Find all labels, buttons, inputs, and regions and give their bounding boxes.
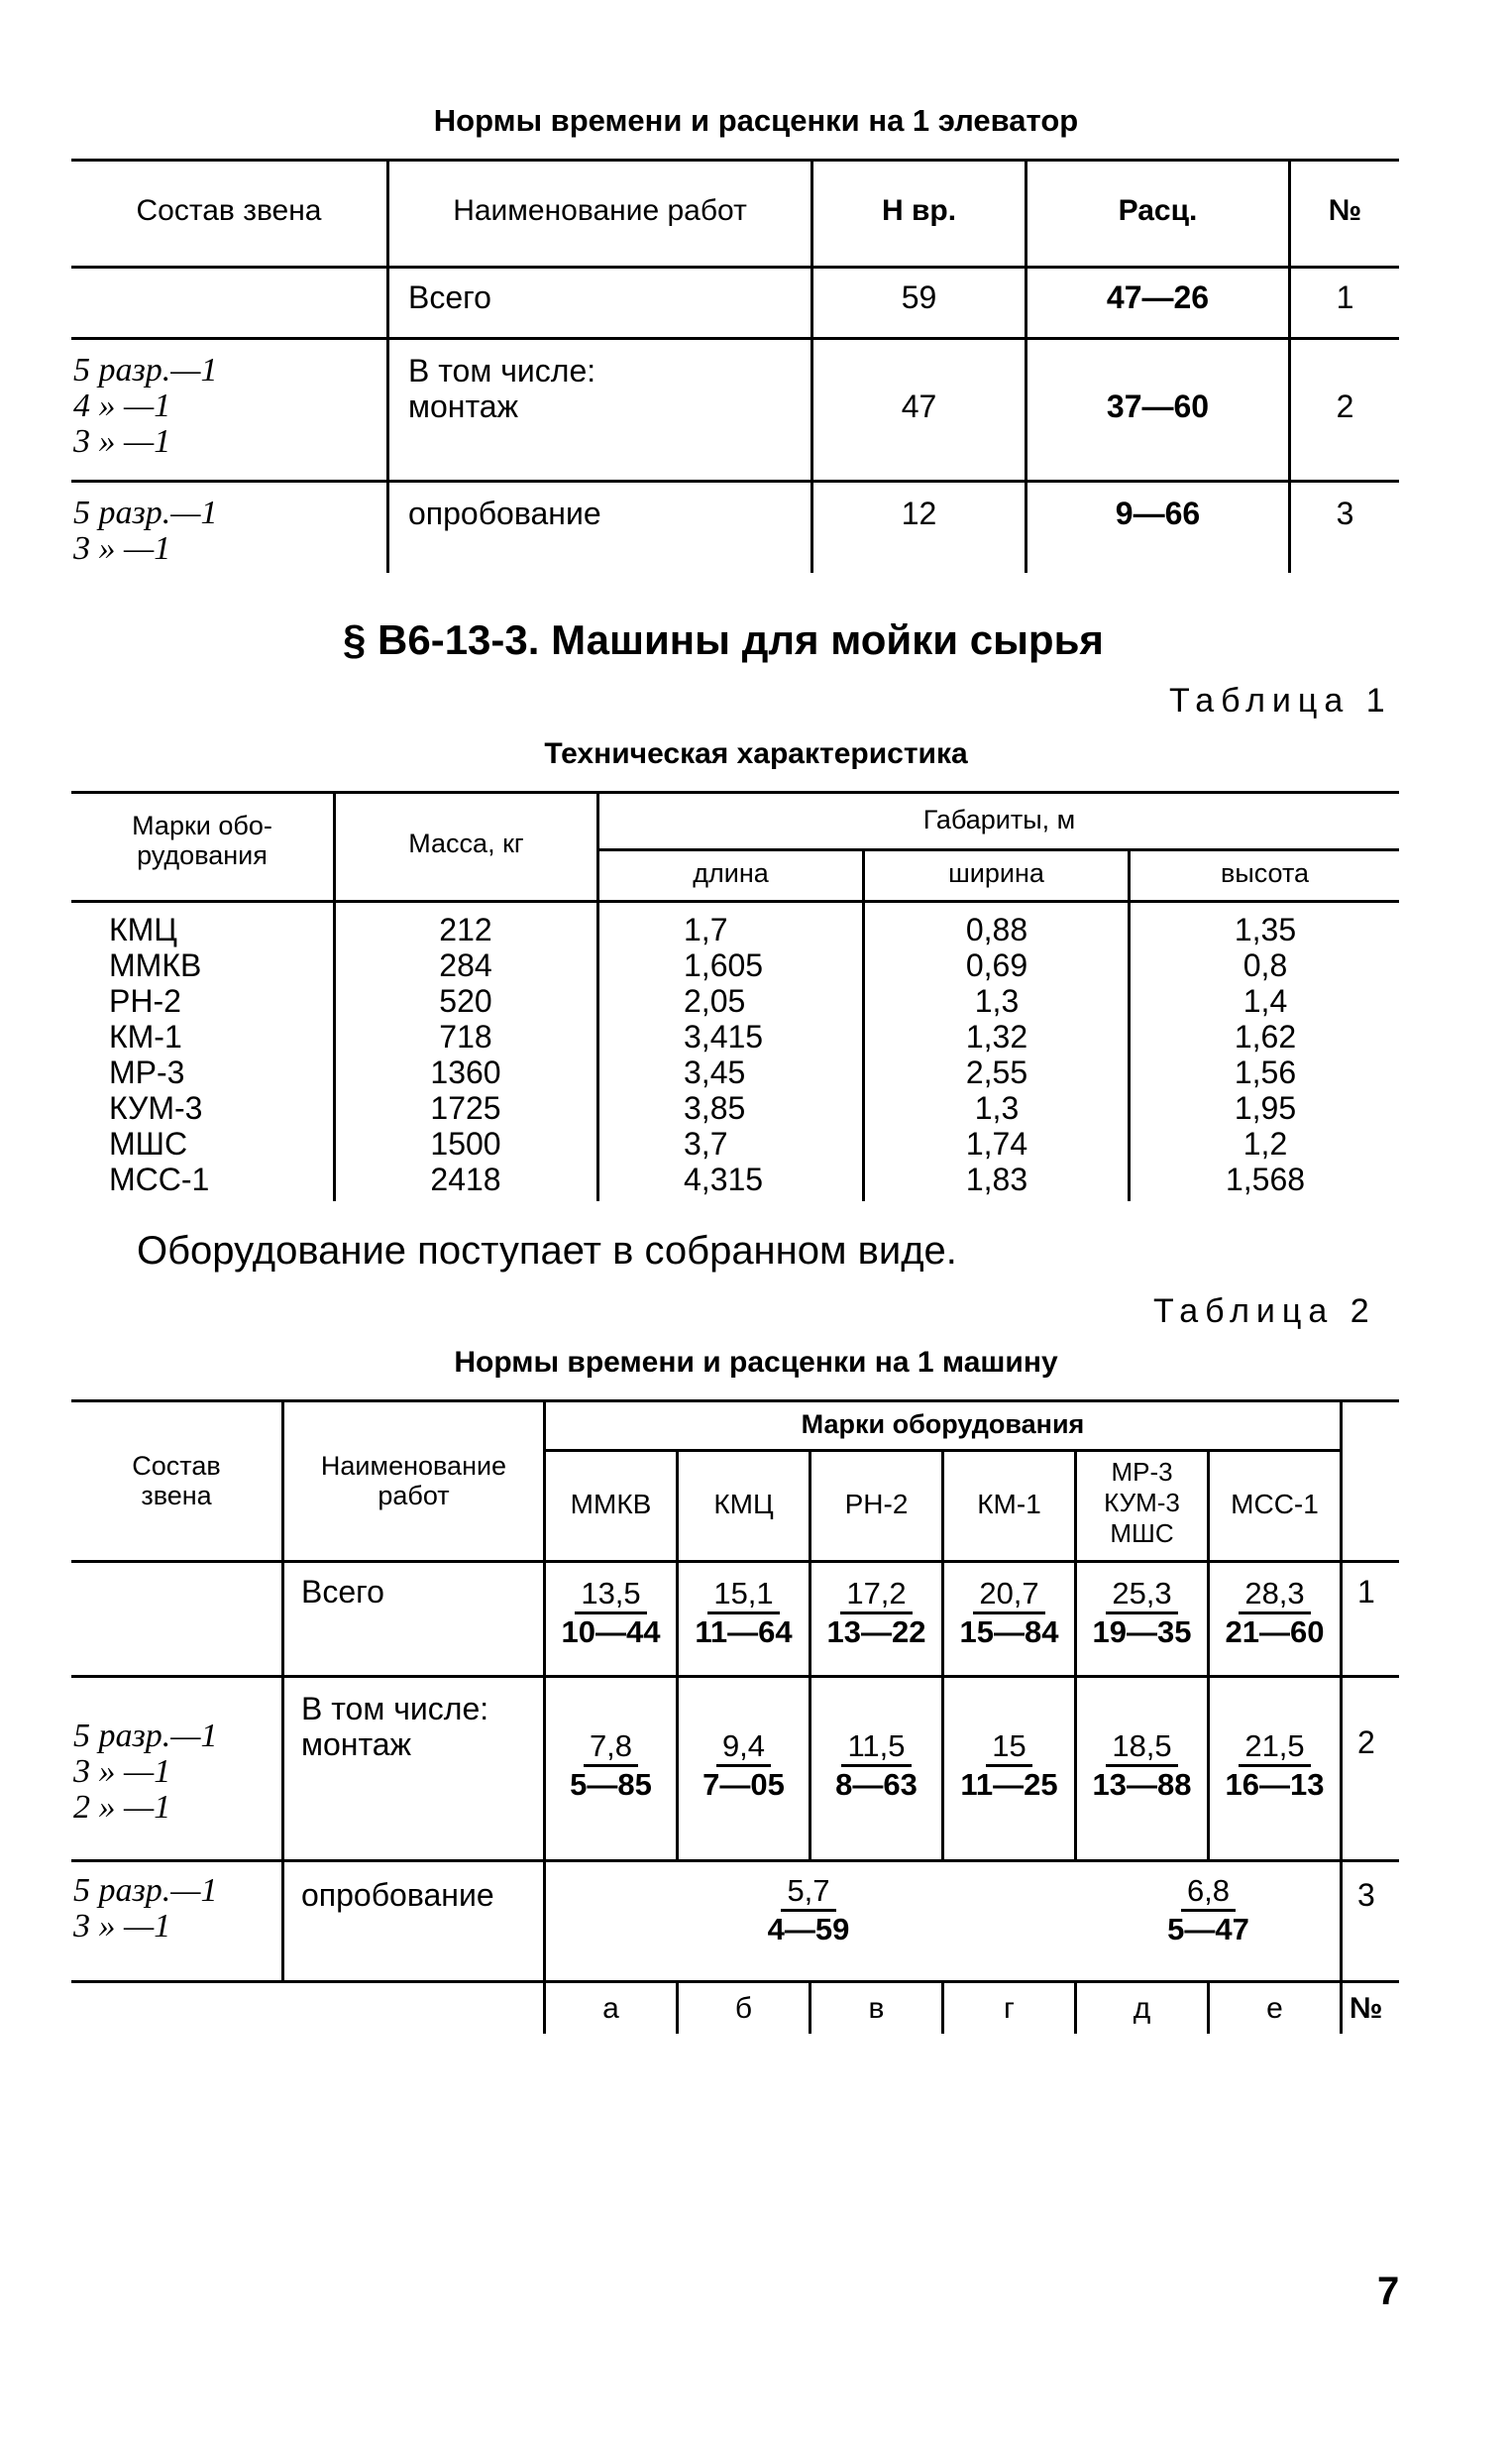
work: опробование [301,1877,494,1913]
brand-header: КМ-1 [977,1489,1041,1519]
crew: 5 разр.—1 3 » —1 [73,1872,218,1944]
page-number: 7 [1377,2270,1400,2313]
work-total: Всего [408,279,491,315]
width-cell: 1,83 [965,1162,1028,1197]
height-cell: 1,62 [1234,1019,1297,1055]
table2-title: Нормы времени и расценки на 1 машину [454,1346,1058,1379]
work-total: Всего [301,1574,384,1610]
header-no: № [1328,194,1362,227]
length-cell: 1,605 [684,947,764,983]
row-no: 1 [1336,279,1354,315]
col-work: Наименование работ [320,1451,507,1510]
brand-header: РН-2 [844,1489,909,1519]
crew: 5 разр.—1 3 » —1 [73,495,218,567]
length-cell: 3,45 [684,1055,746,1090]
rate: 47—26 [1106,279,1210,315]
length-cell: 3,7 [684,1126,728,1162]
width-cell: 1,32 [965,1019,1028,1055]
brand-cell: МР-3 [109,1055,185,1090]
mass-cell: 1360 [430,1055,501,1090]
brand-cell: ММКВ [109,947,202,983]
table-label-2: Таблица 2 [1153,1292,1376,1330]
table1-title: Нормы времени и расценки на 1 элеватор [433,103,1079,138]
rate-fraction: $\frac{17,2}{13—22}$ [826,1576,926,1649]
rule [71,337,1399,340]
section-title: § В6-13-3. Машины для мойки сырья [343,616,1104,663]
brand-header: ММКВ [570,1489,652,1519]
height-cell: 1,2 [1242,1126,1288,1162]
rule [71,159,1399,162]
rate-fraction: $\frac{7,8}{5—85}$ [570,1728,652,1802]
height-cell: 1,568 [1225,1162,1306,1197]
column-letter: а [602,1992,619,2025]
length-cell: 2,05 [684,983,746,1019]
length-cell: 1,7 [684,912,728,947]
note: Оборудование поступает в собранном виде. [137,1229,957,1273]
rate-fraction: $\frac{15,1}{11—64}$ [695,1576,793,1649]
mass-cell: 1725 [430,1090,501,1126]
height-cell: 1,95 [1234,1090,1297,1126]
length-cell: 4,315 [684,1162,764,1197]
col-dims: Габариты, м [922,805,1076,834]
brand-header: МСС-1 [1231,1489,1319,1519]
nvr: 59 [901,279,937,315]
brand-header: МР-3 КУМ-3 МШС [1104,1457,1180,1548]
row-no: 1 [1357,1574,1375,1610]
table-label-1: Таблица 1 [1169,682,1392,720]
width-cell: 0,69 [965,947,1028,983]
width-cell: 0,88 [965,912,1028,947]
column-letter: г [1004,1992,1015,2025]
mass-cell: 718 [439,1019,492,1055]
rate-fraction: $\frac{15}{11—25}$ [960,1728,1058,1802]
rate-fraction: $\frac{9,4}{7—05}$ [702,1728,785,1802]
length-cell: 3,415 [684,1019,764,1055]
header-crew: Состав звена [136,194,322,227]
width-cell: 2,55 [965,1055,1028,1090]
rate-fraction: $\frac{20,7}{15—84}$ [959,1576,1059,1649]
row-no: 2 [1336,389,1354,424]
column-letter: д [1133,1992,1151,2025]
width-cell: 1,74 [965,1126,1028,1162]
height-cell: 1,56 [1234,1055,1297,1090]
brand-cell: КУМ-3 [109,1090,203,1126]
col-brand: Марки обо- рудования [132,811,272,870]
col-height: высота [1220,858,1310,888]
row-no: 2 [1357,1724,1375,1760]
mass-cell: 212 [439,912,492,947]
nvr: 47 [901,389,937,424]
row-no: 3 [1336,496,1354,531]
mass-cell: 520 [439,983,492,1019]
rule [71,480,1399,483]
rate: 9—66 [1115,496,1201,531]
brand-cell: МШС [109,1126,188,1162]
brand-cell: МСС-1 [109,1162,210,1197]
brand-cell: РН-2 [109,983,181,1019]
crew: 5 разр.—1 3 » —1 2 » —1 [73,1718,218,1826]
col-width: ширина [948,858,1044,888]
height-cell: 0,8 [1242,947,1288,983]
rate-fraction: $\frac{18,5}{13—88}$ [1092,1728,1192,1802]
height-cell: 1,4 [1242,983,1288,1019]
col-mass: Масса, кг [408,829,524,858]
column-letter: в [868,1992,885,2025]
mass-cell: 1500 [430,1126,501,1162]
rate-fraction: $\frac{13,5}{10—44}$ [561,1576,661,1649]
brand-header: КМЦ [713,1489,774,1519]
crew: 5 разр.—1 4 » —1 3 » —1 [73,352,218,460]
rate: 37—60 [1106,389,1210,424]
width-cell: 1,3 [974,983,1020,1019]
col-brands: Марки оборудования [801,1409,1085,1439]
header-nvr: Н вр. [881,194,957,227]
row-no: 3 [1357,1877,1375,1913]
rate-fraction: $\frac{6,8}{5—47}$ [1167,1873,1249,1946]
header-rate: Расц. [1118,194,1198,227]
column-letter: № [1350,1992,1383,2025]
rate-fraction: $\frac{5,7}{4—59}$ [767,1873,850,1946]
brand-cell: КМ-1 [109,1019,182,1055]
col-crew: Состав звена [132,1451,221,1510]
height-cell: 1,35 [1234,912,1297,947]
header-work: Наименование работ [453,194,747,227]
work: В том числе: монтаж [301,1691,489,1762]
length-cell: 3,85 [684,1090,746,1126]
tech-title: Техническая характеристика [544,737,968,770]
column-letter: б [734,1992,753,2025]
mass-cell: 284 [439,947,492,983]
work: В том числе: монтаж [408,353,596,424]
nvr: 12 [901,496,937,531]
rate-fraction: $\frac{21,5}{16—13}$ [1225,1728,1325,1802]
brand-cell: КМЦ [109,912,177,947]
rate-fraction: $\frac{11,5}{8—63}$ [835,1728,918,1802]
rate-fraction: $\frac{25,3}{19—35}$ [1092,1576,1192,1649]
column-letter: е [1266,1992,1283,2025]
col-length: длина [693,858,769,888]
mass-cell: 2418 [430,1162,501,1197]
width-cell: 1,3 [974,1090,1020,1126]
work: опробование [408,496,601,531]
rule [71,266,1399,269]
rate-fraction: $\frac{28,3}{21—60}$ [1225,1576,1325,1649]
